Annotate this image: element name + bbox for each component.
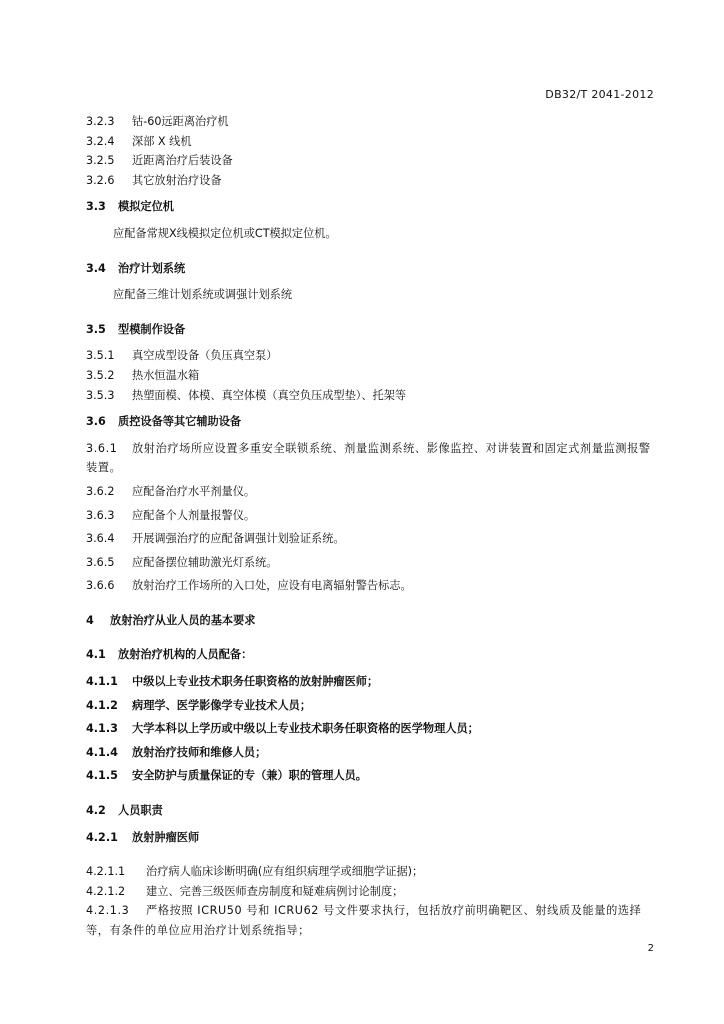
clause-text: 深部 X 线机 — [132, 134, 192, 148]
section-title: 模拟定位机 — [118, 200, 174, 214]
list-item — [86, 132, 656, 152]
clause-text: 治疗病人临床诊断明确(应有组织病理学或细胞学证据)； — [146, 865, 424, 879]
clause-number: 3.6.4 — [86, 532, 115, 546]
clause-text: 严格按照 ICRU50 号和 ICRU62 号文件要求执行，包括放疗前明确靶区、射线质及能量的选择等，有条件的单位应用治疗计划系统指导； — [86, 904, 642, 937]
clause-text: 大学本科以上学历或中级以上专业技术职务任职资格的医学物理人员； — [132, 722, 479, 736]
section-number: 4.1 — [86, 648, 106, 662]
section-title: 型模制作设备 — [118, 322, 186, 336]
clause-3-6-1 — [86, 439, 656, 478]
clause-text: 建立、完善三级医师查房制度和疑难病例讨论制度； — [146, 884, 404, 898]
clause-text: 应配备个人剂量报警仪。 — [132, 508, 256, 522]
clause-number: 4.1.5 — [86, 769, 118, 783]
clause-text: 钴-60远距离治疗机 — [132, 115, 229, 128]
clause-number: 3.2.6 — [86, 173, 115, 187]
list-item — [86, 553, 656, 573]
list-item — [86, 719, 656, 739]
clause-text: 安全防护与质量保证的专（兼）职的管理人员。 — [132, 769, 367, 783]
page-number: 2 — [647, 943, 654, 954]
clause-text: 中级以上专业技术职务任职资格的放射肿瘤医师； — [132, 675, 379, 689]
clause-text: 放射治疗技师和维修人员； — [132, 745, 267, 759]
clause-number: 3.5.3 — [86, 388, 115, 402]
section-3-4-body: 应配备三维计划系统或调强计划系统 — [113, 288, 293, 302]
list-item — [86, 696, 656, 716]
clause-number: 3.6.6 — [86, 579, 115, 593]
clause-text: 放射治疗工作场所的入口处，应设有电离辐射警告标志。 — [132, 579, 412, 593]
clause-number: 3.6.2 — [86, 484, 115, 498]
list-item — [86, 901, 656, 940]
section-4-1-list — [86, 672, 656, 786]
clause-text: 热塑面模、体模、真空体模（真空负压成型垫）、托架等 — [132, 388, 407, 402]
clause-text: 应配备摆位辅助激光灯系统。 — [132, 555, 278, 569]
clause-number: 4.1.4 — [86, 745, 118, 759]
list-item — [86, 366, 656, 386]
clause-number: 3.2.5 — [86, 154, 115, 168]
section-heading-4-1 — [86, 645, 656, 665]
list-item — [86, 506, 656, 526]
list-item — [86, 151, 656, 171]
list-item — [86, 862, 656, 882]
clause-number: 3.5.2 — [86, 368, 115, 382]
clause-number: 4.1.1 — [86, 675, 118, 689]
list-item — [86, 529, 656, 549]
list-item — [86, 386, 656, 406]
clause-text: 放射治疗场所应设置多重安全联锁系统、剂量监测系统、影像监控、对讲装置和固定式剂量监测报警装置。 — [86, 441, 651, 475]
clause-number: 3.2.3 — [86, 115, 115, 128]
clause-number: 4.2.1.2 — [86, 884, 126, 898]
section-number: 3.3 — [86, 200, 106, 214]
clause-text: 应配备治疗水平剂量仪。 — [132, 484, 256, 498]
chapter-number: 4 — [86, 613, 94, 627]
list-item — [86, 766, 656, 786]
clause-number: 4.2.1.1 — [86, 865, 126, 879]
clause-text: 热水恒温水箱 — [132, 368, 200, 382]
section-number: 3.6 — [86, 415, 106, 429]
list-item — [86, 482, 656, 502]
section-number: 3.4 — [86, 261, 106, 275]
section-number: 4.2 — [86, 804, 106, 818]
section-3-3-body: 应配备常规X线模拟定位机或CT模拟定位机。 — [113, 226, 337, 240]
chapter-title: 放射治疗从业人员的基本要求 — [110, 613, 256, 627]
list-item — [86, 112, 656, 132]
section-number: 4.2.1 — [86, 830, 118, 844]
section-3-5-list — [86, 346, 656, 405]
section-3-2-list — [86, 112, 656, 190]
document-body — [86, 112, 656, 941]
clause-text: 病理学、医学影像学专业技术人员； — [132, 698, 312, 712]
clause-number: 4.1.3 — [86, 722, 118, 736]
clause-number: 4.1.2 — [86, 698, 118, 712]
section-heading-3-5 — [86, 320, 656, 340]
section-heading-4-2-1 — [86, 828, 656, 848]
section-3-6-list — [86, 482, 656, 596]
list-item — [86, 171, 656, 191]
section-title: 人员职责 — [118, 804, 163, 818]
clause-number: 4.2.1.3 — [86, 904, 130, 918]
list-item — [86, 743, 656, 763]
section-title: 质控设备等其它辅助设备 — [118, 415, 242, 429]
clause-number: 3.6.5 — [86, 555, 115, 569]
list-item — [86, 576, 656, 596]
document-code: DB32/T 2041-2012 — [545, 88, 654, 101]
section-title: 放射治疗机构的人员配备： — [118, 648, 253, 662]
section-heading-3-3 — [86, 197, 656, 217]
section-number: 3.5 — [86, 322, 106, 336]
section-heading-3-6 — [86, 412, 656, 432]
section-4-2-1-list — [86, 862, 656, 940]
clause-text: 开展调强治疗的应配备调强计划验证系统。 — [132, 532, 345, 546]
chapter-heading-4 — [86, 611, 656, 631]
section-title: 放射肿瘤医师 — [132, 830, 200, 844]
list-item — [86, 672, 656, 692]
clause-number: 3.2.4 — [86, 134, 115, 148]
list-item — [86, 346, 656, 366]
clause-text: 其它放射治疗设备 — [132, 173, 222, 187]
clause-number: 3.5.1 — [86, 349, 115, 363]
section-heading-4-2 — [86, 801, 656, 821]
list-item — [86, 882, 656, 902]
section-heading-3-4 — [86, 259, 656, 279]
clause-text: 真空成型设备（负压真空泵） — [132, 349, 278, 363]
clause-text: 近距离治疗后装设备 — [132, 154, 233, 168]
clause-number: 3.6.1 — [86, 441, 118, 455]
section-title: 治疗计划系统 — [118, 261, 186, 275]
clause-number: 3.6.3 — [86, 508, 115, 522]
